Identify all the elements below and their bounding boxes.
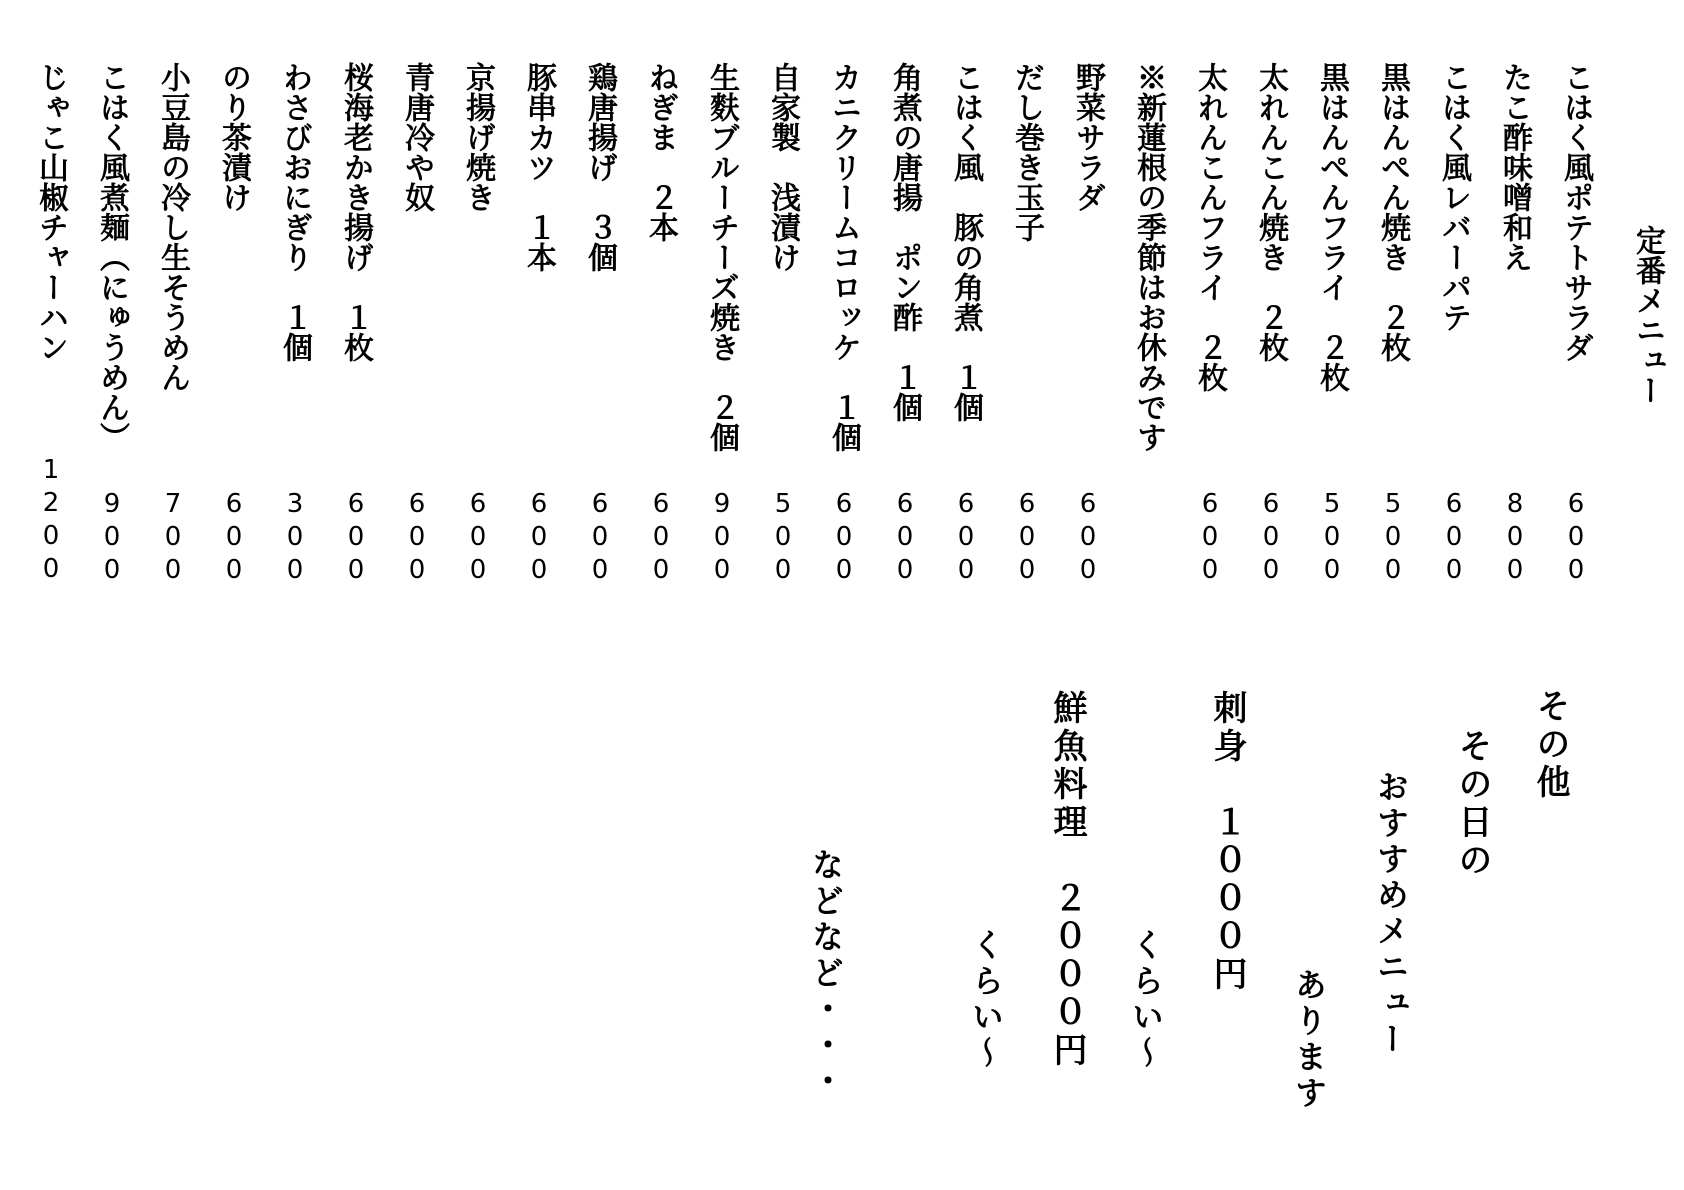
sashimi-price: 刺身 １０００円	[1207, 690, 1247, 994]
fish-note: くらい～	[967, 928, 1005, 1072]
menu-item-price: 6 0 0	[1262, 489, 1280, 585]
other-heading: その他	[1530, 688, 1570, 802]
menu-item-name: ※新蓮根の季節はお休みです	[1131, 62, 1166, 452]
menu-item-price: 5 0 0	[774, 489, 792, 585]
menu-item-name: 野菜サラダ	[1070, 62, 1105, 212]
menu-item-price: 5 0 0	[1323, 489, 1341, 585]
menu-item-price: 6 0 0	[1567, 489, 1585, 585]
menu-item-price: 6 0 0	[408, 489, 426, 585]
fish-price: 鮮魚料理 ２０００円	[1047, 690, 1087, 1070]
menu-item-price: 6 0 0	[1079, 489, 1097, 585]
menu-item-price: 9 0 0	[103, 489, 121, 585]
menu-item-price: 6 0 0	[1445, 489, 1463, 585]
menu-item-name: こはく風ポテトサラダ	[1558, 62, 1593, 362]
menu-item-name: 京揚げ焼き	[460, 62, 495, 212]
menu-item-name: 自家製 浅漬け	[765, 62, 800, 272]
menu-item-name: 太れんこんフライ ２枚	[1192, 62, 1227, 392]
menu-item-name: こはく風煮麺（にゅうめん）	[94, 62, 129, 452]
menu-item-name: 黒はんぺんフライ ２枚	[1314, 62, 1349, 392]
menu-item-price: 5 0 0	[1384, 489, 1402, 585]
menu-item-price: 3 0 0	[286, 489, 304, 585]
menu-item-price: 9 0 0	[713, 489, 731, 585]
etc-note: などなど・・・	[807, 848, 845, 1100]
menu-item-name: こはく風 豚の角煮 １個	[948, 62, 983, 422]
menu-item-name: だし巻き玉子	[1009, 62, 1044, 242]
menu-item-name: 太れんこん焼き ２枚	[1253, 62, 1288, 362]
menu-item-name: 桜海老かき揚げ １枚	[338, 62, 373, 362]
menu-item-price: 6 0 0	[652, 489, 670, 585]
menu-item-name: わさびおにぎり １個	[277, 62, 312, 362]
menu-title: 定番メニュー	[1630, 225, 1665, 405]
menu-item-name: たこ酢味噌和え	[1497, 62, 1532, 272]
menu-item-price: 8 0 0	[1506, 489, 1524, 585]
menu-item-name: 鶏唐揚げ ３個	[582, 62, 617, 272]
menu-item-name: 角煮の唐揚 ポン酢 １個	[887, 62, 922, 422]
menu-item-name: 黒はんぺん焼き ２枚	[1375, 62, 1410, 362]
menu-item-price: 6 0 0	[835, 489, 853, 585]
sashimi-note: くらい～	[1127, 928, 1165, 1072]
menu-item-price: 6 0 0	[530, 489, 548, 585]
menu-item-price: 7 0 0	[164, 489, 182, 585]
menu-item-name: 生麩ブルーチーズ焼き ２個	[704, 62, 739, 452]
menu-item-price: 1 2 0 0	[42, 455, 60, 584]
menu-item-price: 6 0 0	[225, 489, 243, 585]
menu-item-name: 豚串カツ １本	[521, 62, 556, 272]
other-line-1: その日の	[1452, 728, 1492, 880]
menu-item-name: こはく風レバーパテ	[1436, 62, 1471, 332]
menu-item-price: 6 0 0	[469, 489, 487, 585]
menu-item-name: ねぎま ２本	[643, 62, 678, 242]
menu-item-price: 6 0 0	[957, 489, 975, 585]
other-line-3: あります	[1290, 968, 1328, 1112]
menu-item-price: 6 0 0	[347, 489, 365, 585]
menu-item-name: じゃこ山椒チャーハン	[33, 62, 68, 362]
menu-item-name: カニクリームコロッケ １個	[826, 62, 861, 452]
menu-item-price: 6 0 0	[1018, 489, 1036, 585]
other-line-2: おすすめメニュー	[1372, 770, 1410, 1058]
menu-item-name: 小豆島の冷し生そうめん	[155, 62, 190, 392]
menu-item-price: 6 0 0	[896, 489, 914, 585]
menu-item-price: 6 0 0	[1201, 489, 1219, 585]
menu-item-name: のり茶漬け	[216, 62, 251, 212]
menu-item-price: 6 0 0	[591, 489, 609, 585]
menu-item-name: 青唐冷や奴	[399, 62, 434, 212]
